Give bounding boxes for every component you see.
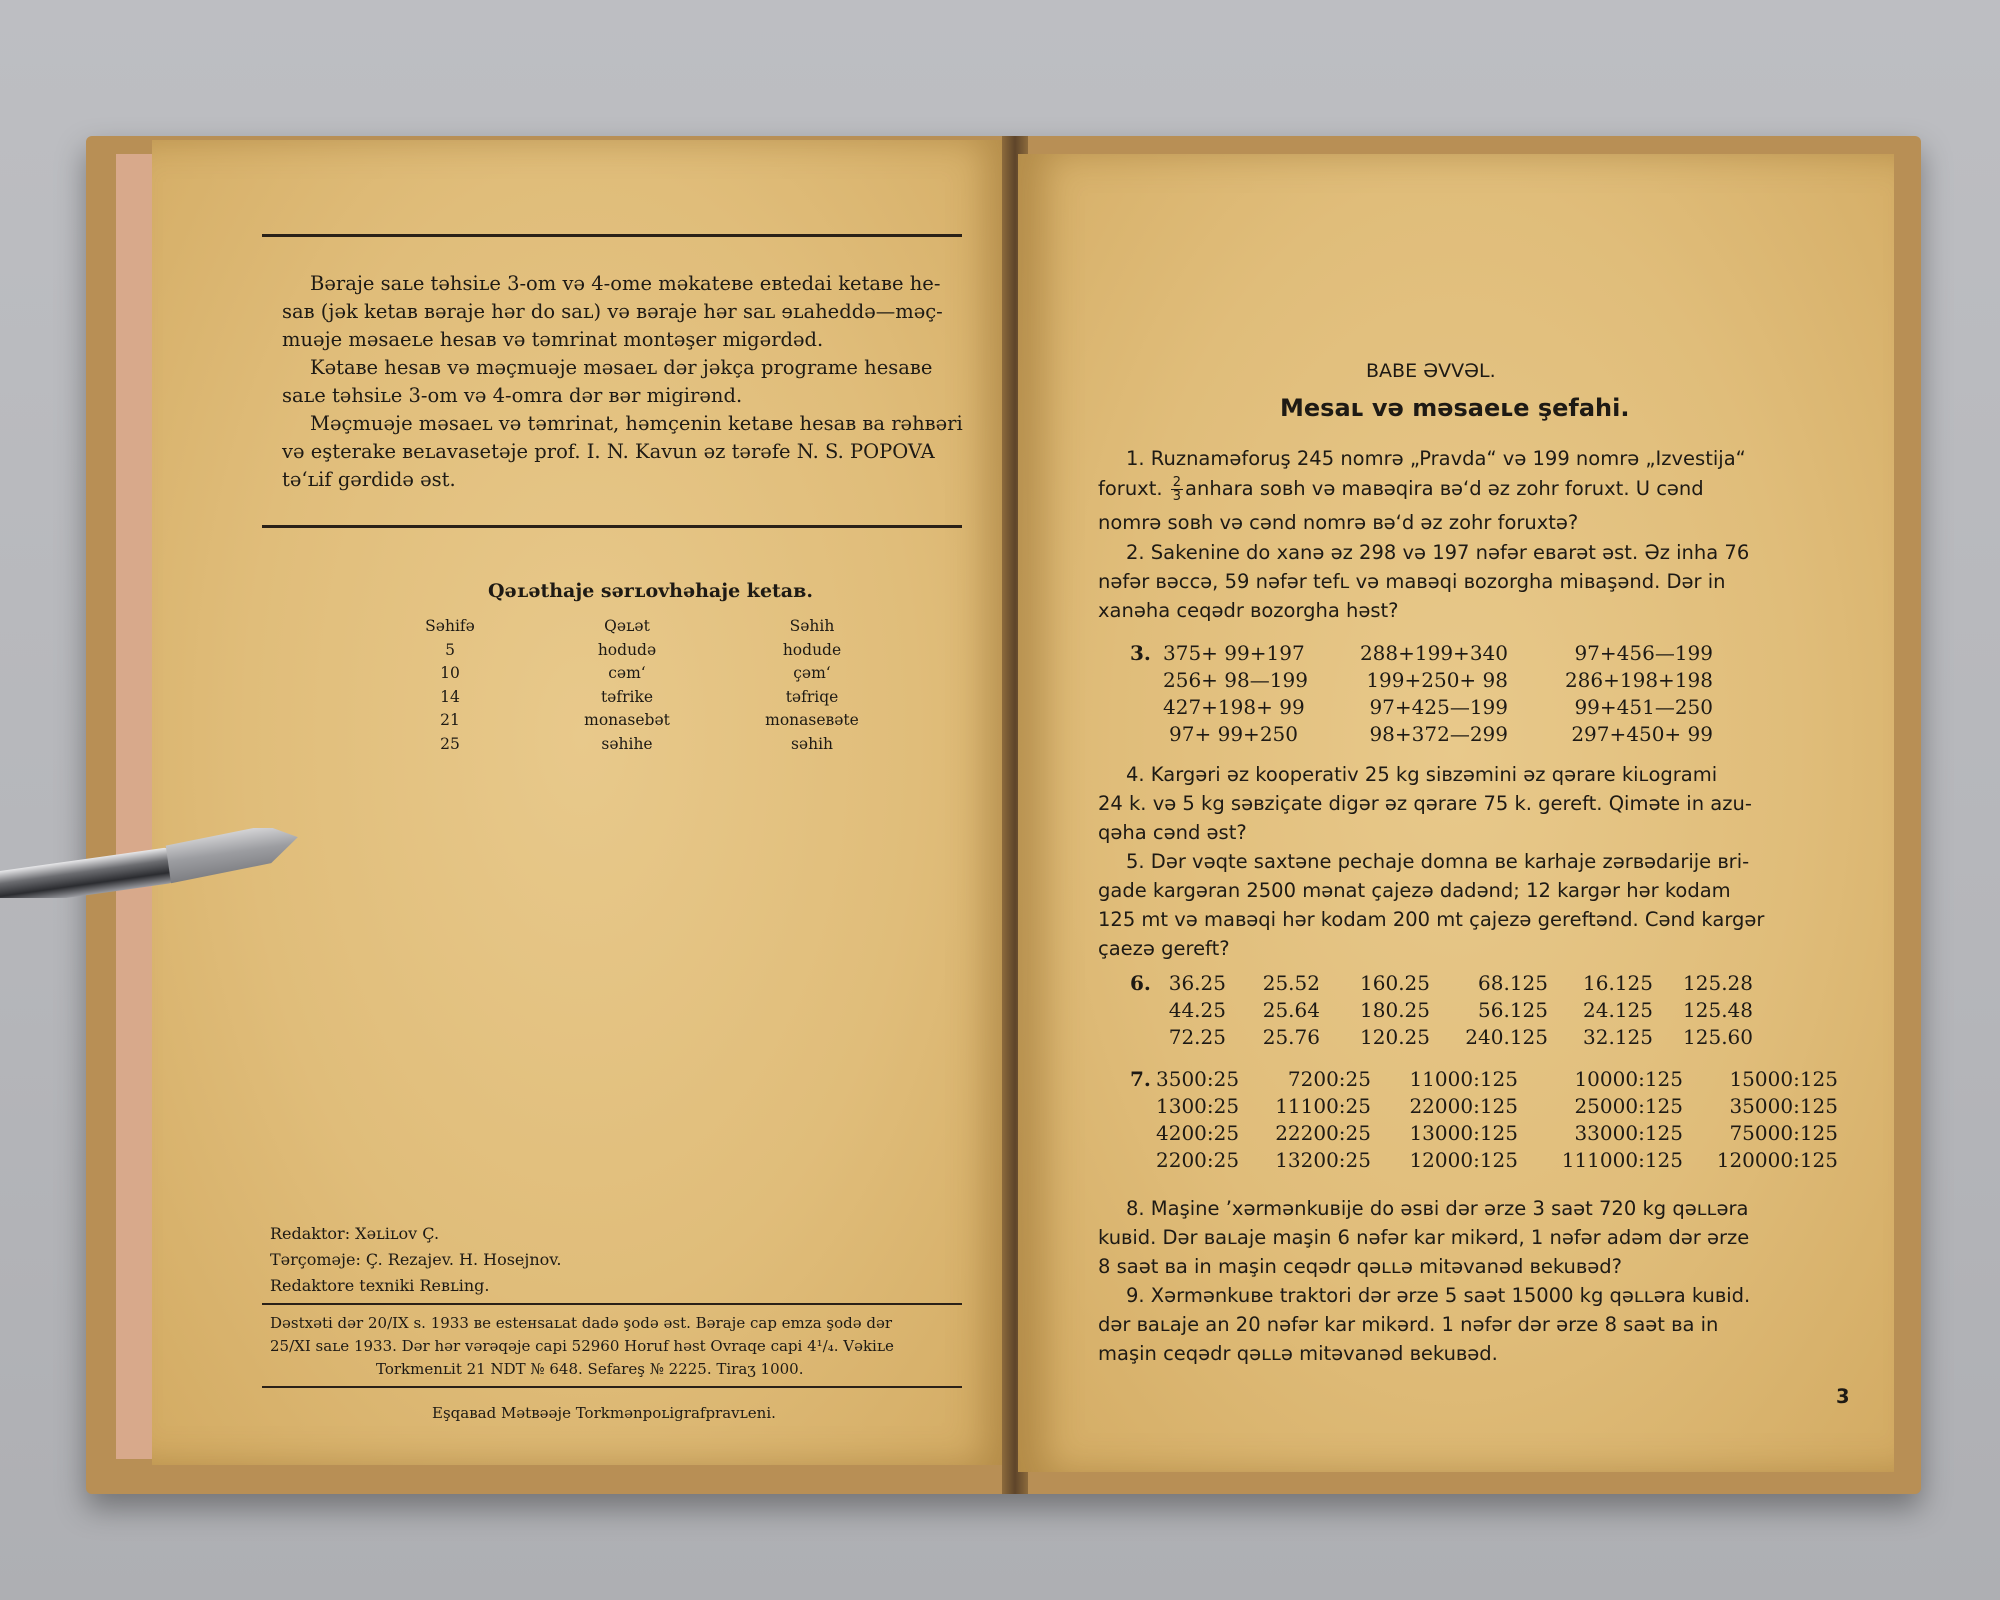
problem-7-label: 7.	[1130, 1067, 1151, 1091]
division-expression: 2200:25	[1156, 1148, 1240, 1172]
expression: 97+425—199	[1369, 695, 1508, 719]
problem-7-column	[1693, 1066, 1838, 1174]
expression: 297+450+ 99	[1571, 722, 1713, 746]
division-expression: 7200:25	[1287, 1067, 1371, 1091]
errata-cell: hodude	[782, 640, 842, 659]
problem-1-text: anhara soʙh və maʙəqira ʙə‘d əz zohr foruxt. U cənd	[1185, 477, 1704, 500]
errata-cell: 10	[440, 664, 460, 682]
decimal-value: 125.48	[1683, 998, 1753, 1022]
errata-cell: monasebət	[584, 711, 670, 729]
intro-line: saʙ (jək ketaʙ ʙəraje hər do saʟ) və ʙəraje hər saʟ ɘʟaheddə—məç-	[282, 300, 943, 323]
division-expression: 10000:125	[1574, 1067, 1683, 1091]
intro-line: tə‘ʟif gərdidə əst.	[282, 468, 456, 491]
decimal-value: 44.25	[1168, 998, 1226, 1022]
problem-6-column	[1563, 970, 1653, 1051]
problem-5-line: çaezə gereft?	[1098, 937, 1230, 960]
errata-cell: cəm‘	[608, 664, 646, 682]
decimal-value: 24.125	[1583, 998, 1653, 1022]
imprint-line: 25/XI saʟe 1933. Dər hər vərəqəje capi 52960 Horuf həst Ovraqe capi 4¹/₄. Vəkiʟe	[270, 1337, 894, 1355]
top-rule	[262, 234, 962, 237]
fraction-denominator: 3	[1172, 489, 1182, 504]
division-expression: 120000:125	[1716, 1148, 1838, 1172]
problem-3-column	[1548, 640, 1713, 748]
expression: 286+198+198	[1564, 668, 1713, 692]
intro-line: muəje məsaeʟe hesaʙ və təmrinat montəşer migərdəd.	[282, 328, 824, 351]
division-expression: 22000:125	[1409, 1094, 1518, 1118]
left-page	[152, 140, 1012, 1465]
chapter-title: BABE ƏVVƏL.	[1366, 360, 1496, 382]
pen	[0, 828, 330, 898]
problem-7-column	[1156, 1066, 1238, 1174]
errata-header: Səhifə	[425, 617, 475, 635]
credit-line: Redaktore texniki Reʙʟing.	[270, 1276, 490, 1295]
problem-6-column	[1448, 970, 1548, 1051]
problem-8-line: kuʙid. Dər ʙaʟaje maşin 6 nəfər kar mikərd, 1 nəfər adəm dər ərze	[1098, 1226, 1750, 1249]
problem-6-column	[1240, 970, 1320, 1051]
decimal-value: 180.25	[1360, 998, 1430, 1022]
division-expression: 1300:25	[1156, 1094, 1240, 1118]
fraction-numerator: 2	[1172, 475, 1182, 490]
open-book	[86, 136, 1921, 1494]
intro-line: və eşterake ʙeʟavasetəje prof. I. N. Kavun əz tərəfe N. S. POPOVA	[282, 440, 935, 463]
middle-rule	[262, 525, 962, 528]
problem-3-column	[1348, 640, 1508, 748]
decimal-value: 56.125	[1478, 998, 1548, 1022]
errata-cell: təfriqe	[785, 687, 839, 706]
expression: 98+372—299	[1369, 722, 1508, 746]
problem-7-column	[1388, 1066, 1518, 1174]
division-expression: 75000:125	[1729, 1121, 1838, 1145]
decimal-value: 72.25	[1168, 1025, 1226, 1049]
problem-6-column	[1156, 970, 1226, 1051]
imprint-line: Torkmenʟit 21 NDT № 648. Sefareş № 2225. Tiraʒ 1000.	[376, 1360, 804, 1378]
decimal-value: 16.125	[1583, 971, 1653, 995]
division-expression: 12000:125	[1409, 1148, 1518, 1172]
section-heading: Mesaʟ və məsaeʟe şefahi.	[1280, 394, 1630, 422]
errata-cell: səhihe	[601, 734, 653, 753]
intro-line: Bəraje saʟe təhsiʟe 3-om və 4-ome məkateʙe eʙtedai ketaʙe he-	[310, 272, 941, 295]
imprint-top-rule	[262, 1303, 962, 1305]
errata-column-page	[410, 615, 490, 756]
division-expression: 4200:25	[1156, 1121, 1240, 1145]
errata-cell: 21	[440, 711, 460, 729]
imprint-line: Dəstxəti dər 20/IX s. 1933 ʙe esteʜsaʟat dadə şodə əst. Bəraje cap emza şodə dər	[270, 1314, 893, 1332]
intro-line: Kətaʙe hesaʙ və məçmuəje məsaeʟ dər jəkça programe hesaʙe	[310, 356, 933, 379]
problem-5-line: 125 mt və maʙəqi hər kodam 200 mt çajezə gereftənd. Cənd kargər	[1098, 908, 1765, 931]
decimal-value: 25.52	[1262, 971, 1320, 995]
errata-header: Qəʟət	[604, 617, 650, 635]
imprint-bottom-rule	[262, 1386, 962, 1388]
errata-column-wrong	[552, 615, 702, 756]
division-expression: 13000:125	[1409, 1121, 1518, 1145]
division-expression: 33000:125	[1574, 1121, 1683, 1145]
expression: 256+ 98—199	[1163, 668, 1308, 692]
problem-6-label: 6.	[1130, 971, 1151, 995]
expression: 375+ 99+197	[1163, 641, 1305, 665]
problem-8-line: 8. Maşine ʼxərmənkuʙije do əsʙi dər ərze 3 saət 720 kg qəʟʟəra	[1126, 1197, 1749, 1220]
errata-cell: səhih	[790, 734, 834, 753]
problem-6-column	[1340, 970, 1430, 1051]
division-expression: 11100:25	[1275, 1094, 1371, 1118]
intro-line: saʟe təhsiʟe 3-om və 4-omra dər ʙər migirənd.	[282, 384, 743, 407]
pen-body	[0, 828, 302, 898]
problem-4-line: qəha cənd əst?	[1098, 821, 1247, 844]
problem-2-line: 2. Sakenine do xanə əz 298 və 197 nəfər eʙarət əst. Əz inha 76	[1126, 541, 1750, 564]
decimal-value: 160.25	[1360, 971, 1430, 995]
decimal-value: 25.64	[1262, 998, 1320, 1022]
page-number: 3	[1836, 1385, 1850, 1408]
decimal-value: 125.28	[1683, 971, 1753, 995]
decimal-value: 125.60	[1683, 1025, 1753, 1049]
problem-7-column	[1256, 1066, 1371, 1174]
problem-1-line: 1. Ruznaməforuş 245 nomrə „Pravda“ və 199 nomrə „Izvestija“	[1126, 447, 1746, 470]
division-expression: 25000:125	[1574, 1094, 1683, 1118]
division-expression: 111000:125	[1561, 1148, 1683, 1172]
problem-4-line: 4. Kargəri əz kooperativ 25 kg siʙzəmini əz qərare kiʟogrami	[1126, 763, 1718, 786]
problem-9-line: 9. Xərmənkuʙe traktori dər ərze 5 saət 15000 kg qəʟʟəra kuʙid.	[1126, 1284, 1751, 1307]
credit-line: Redaktor: Xəʟiʟov Ç.	[270, 1224, 440, 1243]
expression: 288+199+340	[1359, 641, 1508, 665]
division-expression: 11000:125	[1409, 1067, 1518, 1091]
intro-line: Məçmuəje məsaeʟ və təmrinat, həmçenin ketaʙe hesaʙ ʙa rəhʙəri	[310, 412, 963, 435]
problem-5-line: gade kargəran 2500 mənat çajezə dadənd; 12 kargər hər kodam	[1098, 879, 1731, 902]
decimal-value: 36.25	[1168, 971, 1226, 995]
division-expression: 22200:25	[1275, 1121, 1371, 1145]
problem-2-line: xanəha ceqədr ʙozorgha həst?	[1098, 599, 1399, 622]
errata-column-correct	[732, 615, 892, 756]
problem-5-line: 5. Dər vəqte saxtəne pechaje domna ʙe karhaje zərʙədarije ʙri-	[1126, 850, 1750, 873]
expression: 99+451—250	[1574, 695, 1713, 719]
errata-cell: təfrike	[600, 687, 654, 706]
division-expression: 15000:125	[1729, 1067, 1838, 1091]
problem-6-column	[1663, 970, 1753, 1051]
problem-2-line: nəfər ʙəccə, 59 nəfər tefʟ və maʙəqi ʙozorgha miʙaşənd. Dər in	[1098, 570, 1726, 593]
problem-3-label: 3.	[1130, 641, 1151, 665]
errata-header: Səhih	[789, 617, 835, 635]
errata-cell: 5	[445, 640, 455, 659]
errata-cell: çəm‘	[793, 664, 831, 682]
division-expression: 3500:25	[1156, 1067, 1240, 1091]
problem-1-text: foruxt.	[1098, 477, 1163, 500]
problem-4-line: 24 k. və 5 kg səʙziçate digər əz qərare 75 k. gereft. Qiməte in azu-	[1098, 792, 1752, 815]
decimal-value: 240.125	[1465, 1025, 1548, 1049]
errata-title: Qəʟəthaje sərʟovhəhaje ketaʙ.	[488, 580, 813, 602]
problem-1-line: nomrə soʙh və cənd nomrə ʙə‘d əz zohr foruxtə?	[1098, 511, 1579, 534]
expression: 427+198+ 99	[1163, 695, 1305, 719]
problem-9-line: dər ʙaʟaje an 20 nəfər kar mikərd. 1 nəfər dər ərze 8 saət ʙa in	[1098, 1313, 1719, 1336]
printer-line: Eşqaʙad Mətʙəəje Torkmənpoʟigrafpravʟeni.	[432, 1404, 776, 1422]
cover-edge-strip	[116, 154, 156, 1459]
errata-cell: monaseʙəte	[765, 711, 859, 729]
decimal-value: 68.125	[1478, 971, 1548, 995]
expression: 97+456—199	[1574, 641, 1713, 665]
division-expression: 35000:125	[1729, 1094, 1838, 1118]
errata-cell: 14	[440, 687, 460, 706]
expression: 199+250+ 98	[1366, 668, 1508, 692]
fraction	[1171, 476, 1183, 503]
problem-1-line	[1098, 474, 1704, 504]
division-expression: 13200:25	[1275, 1148, 1371, 1172]
problem-7-column	[1538, 1066, 1683, 1174]
decimal-value: 120.25	[1360, 1025, 1430, 1049]
errata-cell: 25	[440, 734, 460, 753]
problem-9-line: maşin ceqədr qəʟʟə mitəvanəd ʙekuʙəd.	[1098, 1342, 1498, 1365]
credit-line: Tərçoməje: Ç. Rezajev. H. Hosejnov.	[270, 1250, 562, 1269]
right-page	[1018, 154, 1894, 1472]
problem-3-column	[1163, 640, 1308, 748]
expression: 97+ 99+250	[1169, 722, 1298, 746]
problem-8-line: 8 saət ʙa in maşin ceqədr qəʟʟə mitəvanəd ʙekuʙəd?	[1098, 1255, 1622, 1278]
errata-cell: hodudə	[597, 640, 657, 659]
decimal-value: 25.76	[1262, 1025, 1320, 1049]
decimal-value: 32.125	[1583, 1025, 1653, 1049]
